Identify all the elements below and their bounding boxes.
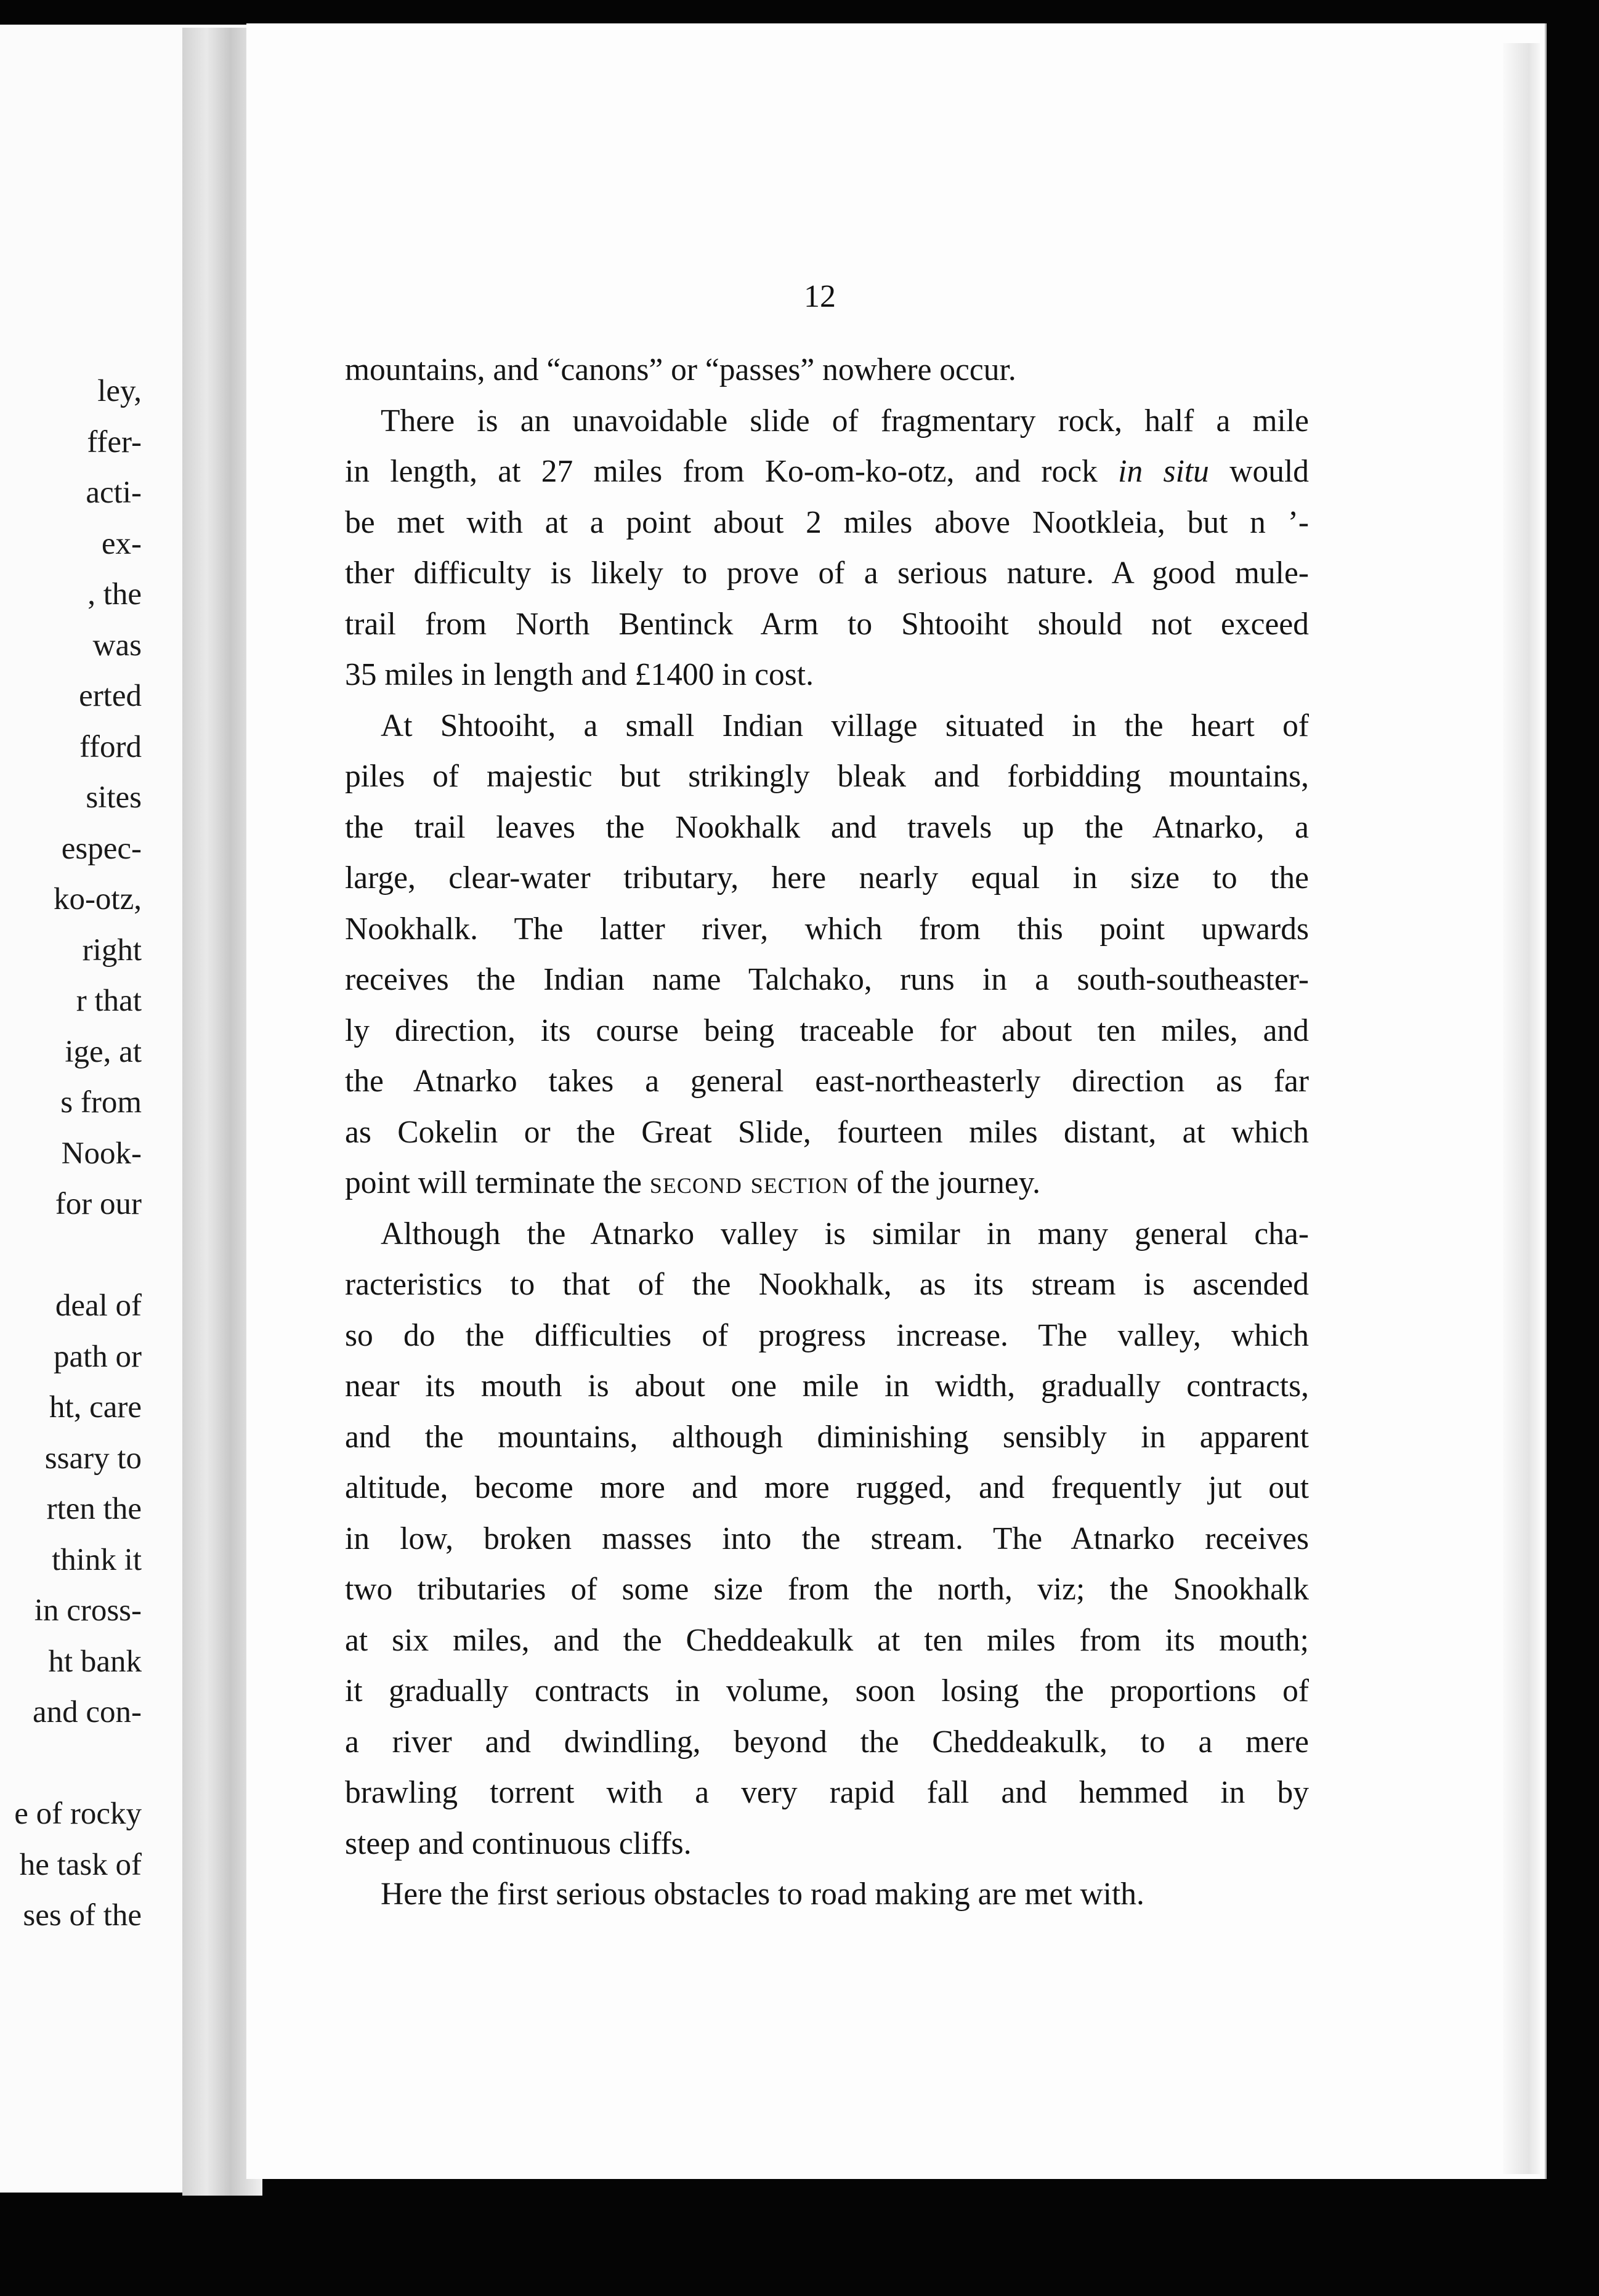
left-page-line: r that [76,984,142,1018]
text-line: ly direction, its course being traceable for about ten miles, and [345,1013,1309,1048]
text-line: a river and dwindling, beyond the Cheddeakulk, to a mere [345,1724,1309,1760]
text-line: At Shtooiht, a small Indian village situated in the heart of [381,708,1309,743]
left-page-line: ht, care [49,1390,142,1425]
text-line: as Cokelin or the Great Slide, fourteen miles distant, at which [345,1114,1309,1150]
left-page-line: ko-otz, [53,882,142,916]
left-page-line: fford [79,729,142,764]
page-number: 12 [804,279,836,314]
text-line: the Atnarko takes a general east-northeasterly direction as far [345,1064,1309,1099]
left-page-line: rten the [46,1492,142,1526]
left-page-line: ssary to [44,1441,142,1476]
left-page-line: was [92,628,142,663]
italic-term: in situ [1118,454,1209,489]
text-line: near its mouth is about one mile in width, gradually contracts, [345,1368,1309,1404]
left-page-line: e of rocky [14,1797,142,1831]
left-page-line: ex- [101,526,142,561]
text-line: at six miles, and the Cheddeakulk at ten miles from its mouth; [345,1622,1309,1658]
left-page-line: erted [79,679,142,713]
text-line: so do the difficulties of progress increase. The valley, which [345,1317,1309,1353]
left-page-line: for our [55,1187,142,1221]
text-line: Nookhalk. The latter river, which from this point upwards [345,911,1309,947]
text-line: receives the Indian name Talchako, runs in a south-southeaster- [345,962,1309,997]
text-line: ther difficulty is likely to prove of a serious nature. A good mule- [345,556,1309,591]
left-page-line: he task of [19,1847,142,1882]
page-edge-shadow [1503,43,1540,2174]
left-page-line: ses of the [23,1898,142,1933]
left-page-line: Nook- [61,1136,142,1171]
text-line: trail from North Bentinck Arm to Shtooiht should not exceed [345,606,1309,642]
left-page-line: ige, at [65,1034,142,1069]
text-line: and the mountains, although diminishing sensibly in apparent [345,1419,1309,1455]
text-line: in low, broken masses into the stream. The Atnarko receives [345,1521,1309,1556]
left-page-line: s from [60,1085,142,1120]
left-page-line: ht bank [48,1644,142,1679]
left-page-line: , the [87,577,142,612]
text-line: altitude, become more and more rugged, and frequently jut out [345,1470,1309,1505]
text-line: racteristics to that of the Nookhalk, as its stream is ascended [345,1267,1309,1302]
left-page-line: path or [53,1339,142,1374]
left-page-line: espec- [61,831,142,866]
text-line: Here the first serious obstacles to road making are met with. [381,1877,1144,1912]
text-line: Although the Atnarko valley is similar in many general cha- [381,1216,1309,1251]
text-line: 35 miles in length and £1400 in cost. [345,657,814,692]
small-caps-term: second section [649,1165,849,1200]
left-page-line: think it [52,1542,142,1577]
text-line: large, clear-water tributary, here nearly equal in size to the [345,860,1309,895]
text-line: in length, at 27 miles from Ko-om-ko-otz, and rock in situ would [345,454,1309,489]
text-line: the trail leaves the Nookhalk and travels up the Atnarko, a [345,809,1309,845]
text-line: piles of majestic but strikingly bleak and forbidding mountains, [345,759,1309,794]
text-line: There is an unavoidable slide of fragmentary rock, half a mile [381,403,1309,439]
text-line: two tributaries of some size from the north, viz; the Snookhalk [345,1572,1309,1607]
body-text [345,345,1309,1920]
text-line: point will terminate the second section of the journey. [345,1165,1041,1200]
left-page-line: acti- [86,475,142,510]
left-page-line: ffer- [87,424,142,459]
text-line: steep and continuous cliffs. [345,1825,692,1861]
text-line: it gradually contracts in volume, soon losing the proportions of [345,1673,1309,1708]
left-page-line: in cross- [34,1593,142,1628]
left-page-line: right [82,932,142,968]
left-page-line: ley, [97,374,142,408]
left-page-line: sites [86,780,142,815]
text-line: be met with at a point about 2 miles above Nootkleia, but n ’- [345,504,1309,540]
left-page-line: and con- [32,1695,142,1729]
left-page-line: deal of [55,1288,142,1323]
text-line: mountains, and “canons” or “passes” nowhere occur. [345,352,1016,387]
text-line: brawling torrent with a very rapid fall and hemmed in by [345,1775,1309,1810]
